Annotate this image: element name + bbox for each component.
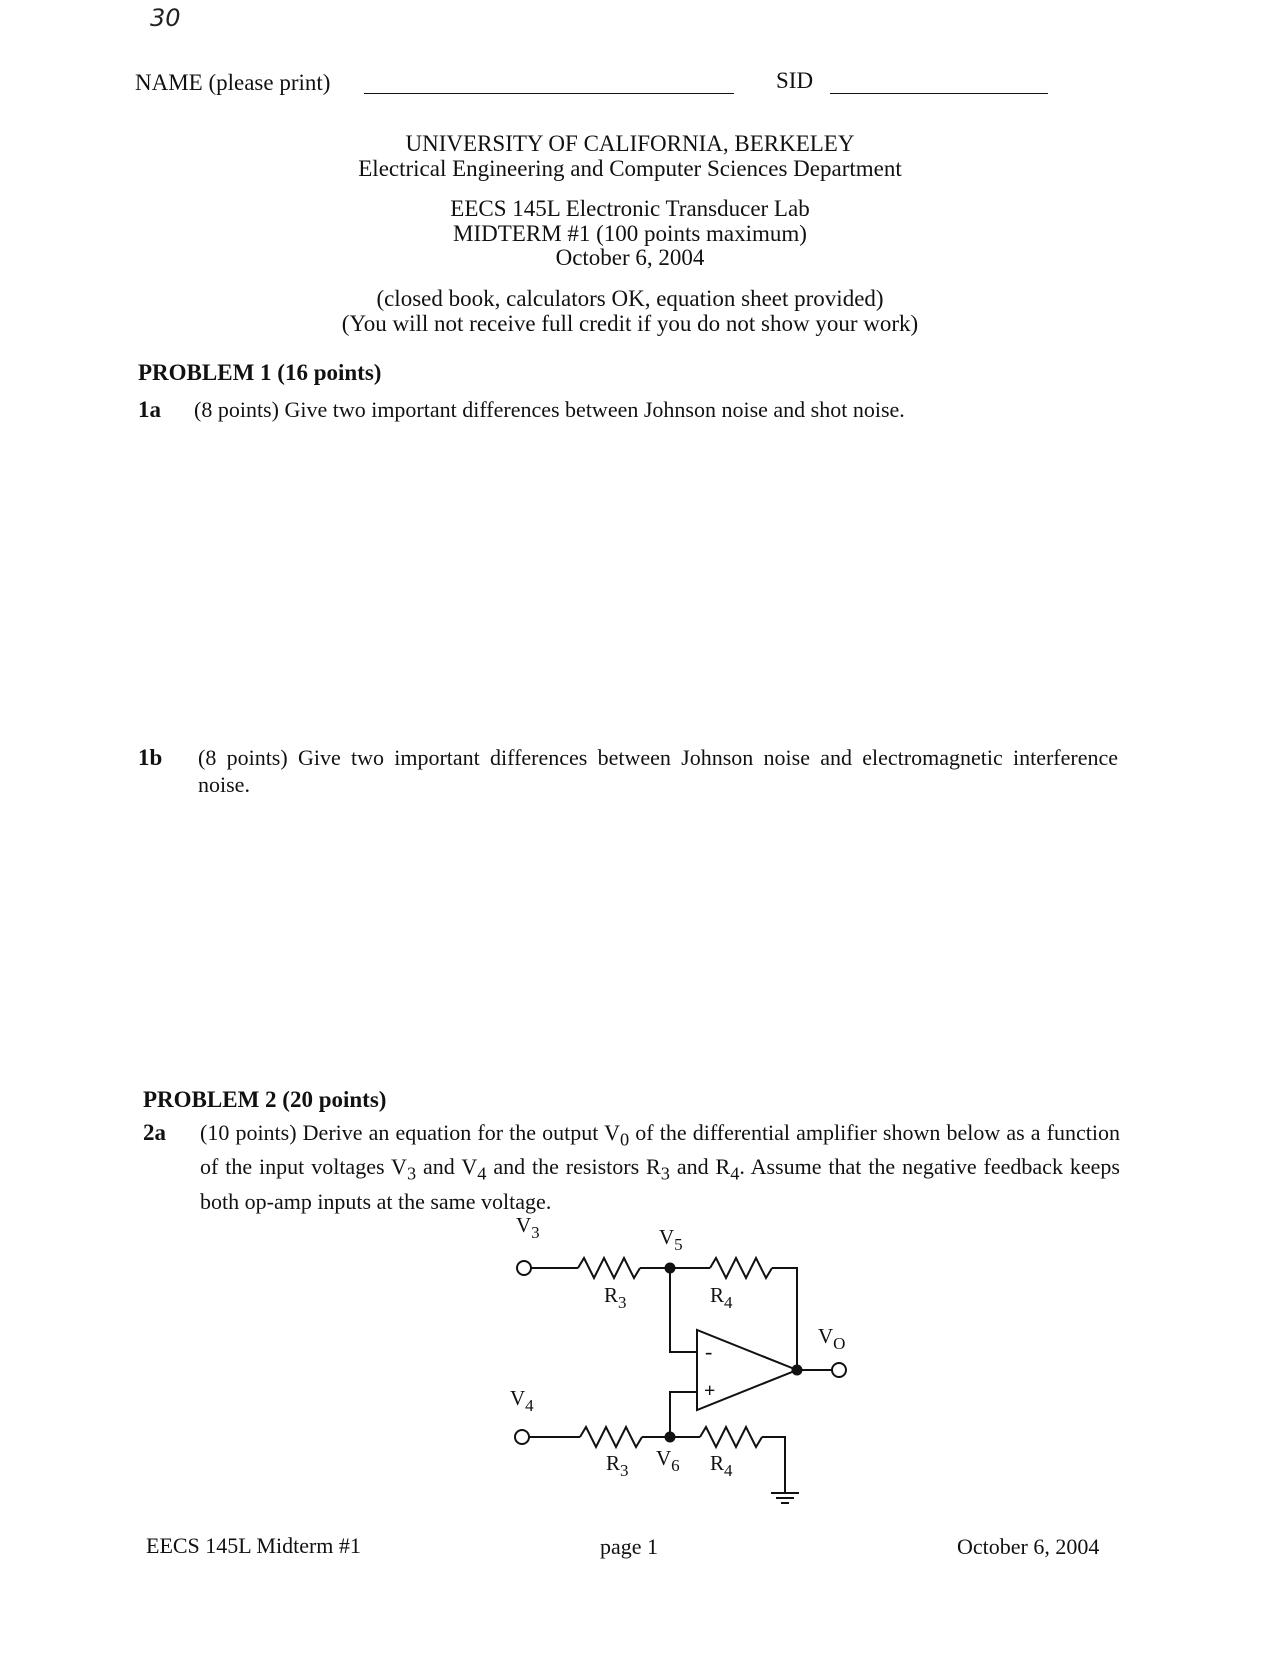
v3-label: $V_3$ (516, 1213, 540, 1242)
question-1b-text: (8 points) Give two important differences between Johnson noise and electromagnetic interference noise. (198, 745, 1118, 797)
exam-rules: (closed book, calculators OK, equation sheet provided) (376, 286, 884, 311)
r4-top-label: $R_4$ (710, 1283, 733, 1312)
op-amp-minus: - (705, 1339, 713, 1364)
r3-bottom-resistor (580, 1427, 642, 1447)
sid-label: SID (776, 68, 814, 93)
department-heading: Electrical Engineering and Computer Sciences Department (358, 156, 902, 181)
question-1a-label: 1a (138, 397, 161, 422)
footer-course: EECS 145L Midterm #1 (146, 1533, 361, 1558)
op-amp-plus: + (704, 1380, 716, 1402)
footer-date: October 6, 2004 (957, 1534, 1100, 1559)
output-junction (792, 1365, 803, 1376)
r4-top-resistor (710, 1258, 772, 1278)
university-heading: UNIVERSITY OF CALIFORNIA, BERKELEY (405, 131, 855, 156)
r4-bottom-resistor (700, 1427, 762, 1447)
r3-top-label: $R_3$ (604, 1283, 627, 1312)
name-label: NAME (please print) (135, 70, 331, 95)
v4-label: $V_4$ (510, 1386, 534, 1415)
v6-label: $V_6$ (656, 1446, 680, 1475)
question-1b-label: 1b (138, 745, 163, 770)
handwritten-page-number: 30 (150, 4, 181, 32)
v4-terminal (515, 1430, 529, 1444)
problem-1-title: PROBLEM 1 (16 points) (138, 360, 382, 385)
ground-wire (762, 1437, 785, 1493)
inverting-input-wire (670, 1268, 697, 1352)
course-title: EECS 145L Electronic Transducer Lab (450, 196, 810, 221)
v5-label: $V_5$ (659, 1225, 683, 1254)
vo-terminal (832, 1363, 846, 1377)
question-1a-text: (8 points) Give two important differences between Johnson noise and shot noise. (194, 397, 905, 422)
v6-junction (665, 1432, 676, 1443)
r3-top-resistor (578, 1258, 640, 1278)
noninverting-input-wire (670, 1392, 697, 1437)
credit-note: (You will not receive full credit if you do not show your work) (341, 311, 919, 336)
v5-junction (665, 1263, 676, 1274)
r4-bottom-label: $R_4$ (710, 1451, 733, 1480)
exam-date: October 6, 2004 (555, 245, 705, 270)
v3-terminal (517, 1261, 531, 1275)
footer-page-number: page 1 (600, 1534, 659, 1559)
vo-label: $V_O$ (818, 1324, 846, 1353)
exam-title: MIDTERM #1 (100 points maximum) (453, 221, 807, 246)
problem-2-title: PROBLEM 2 (20 points) (143, 1087, 387, 1112)
question-2a-label: 2a (143, 1120, 166, 1145)
r3-bottom-label: $R_3$ (606, 1451, 629, 1480)
feedback-wire (772, 1268, 797, 1368)
question-2a-text: (10 points) Derive an equation for the output $V_0$ of the differential amplifier shown below as a function of the input voltages $V_3$ and $V_4$ and the resistors $R_3$ and $R_4$. Assume that the negative feedback keeps both op-amp inputs at the same voltage. (200, 1120, 1121, 1214)
